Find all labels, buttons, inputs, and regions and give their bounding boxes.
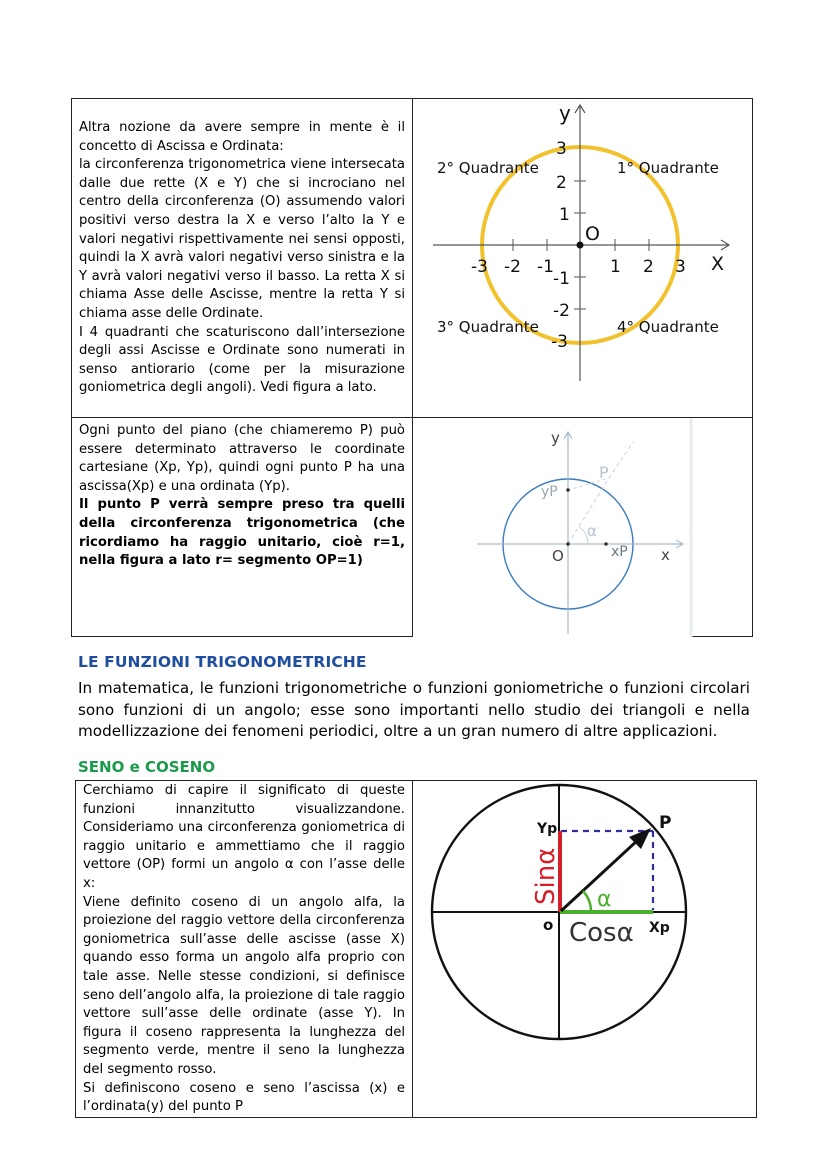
p-label: P (599, 463, 609, 482)
sine-cosine-figure (413, 781, 757, 1081)
xp-label: xP (611, 544, 628, 560)
coordinates-table (71, 98, 753, 637)
quadrant-2-label: 2° Quadrante (437, 159, 539, 177)
quadrant-4-label: 4° Quadrante (617, 318, 719, 336)
quadrant-1-label: 1° Quadrante (617, 159, 719, 177)
quadrants-figure (413, 99, 753, 418)
y-axis-label: y (551, 429, 560, 447)
paragraph: Si definiscono coseno e seno l’ascissa (x) e l’ordinata(y) del punto P (83, 1080, 405, 1115)
sine-cosine-figure-cell (413, 781, 757, 1118)
y-tick-label: -2 (553, 301, 570, 321)
x-tick-label: -1 (537, 257, 554, 277)
cos-label: Cosα (569, 918, 634, 948)
sine-cosine-text-cell (76, 781, 413, 1118)
angle-arc (583, 891, 591, 912)
y-tick-label: -1 (553, 269, 570, 289)
yp-label: Yp (537, 821, 558, 837)
point-p-figure-cell (413, 418, 753, 637)
xp-dot (604, 542, 608, 546)
subsection-title: SENO e COSENO (78, 758, 216, 776)
yp-dot (566, 488, 570, 492)
paragraph: Ogni punto del piano (che chiameremo P) può essere determinato attraverso le coordinate cartesiane (Xp, Yp), quindi ogni punto P ha una ascissa(Xp) e una ordinata (Yp). (79, 423, 405, 494)
quadrant-3-label: 3° Quadrante (437, 318, 539, 336)
x-axis-label: x (661, 546, 670, 564)
section-body: In matematica, le funzioni trigonometriche o funzioni goniometriche o funzioni circolari sono funzioni di un angolo; esse sono importanti nello studio dei triangoli e nella modellizzazione dei fenomeni periodici, oltre a un gran numero di altre applicazioni. (78, 679, 750, 740)
origin-label: o (543, 916, 554, 934)
origin-label: O (585, 223, 600, 245)
alpha-label: α (587, 522, 597, 540)
x-tick-label: 3 (675, 257, 686, 277)
x-tick-label: -2 (504, 257, 521, 277)
alpha-label: α (597, 887, 612, 912)
paragraph: I 4 quadranti che scaturiscono dall’intersezione degli assi Ascisse e Ordinate sono numerati in senso antiorario (come per la misurazione goniometrica degli angoli). Vedi figura a lato. (79, 324, 405, 396)
quadrants-figure-cell (413, 99, 753, 418)
y-tick-label: 1 (559, 205, 570, 225)
paragraph: Altra nozione da avere sempre in mente è il concetto di Ascissa e Ordinata: (79, 120, 405, 154)
ascissa-ordinata-text-cell (72, 99, 413, 418)
x-axis-label: X (711, 253, 725, 275)
yp-label: yP (541, 484, 558, 500)
section-title: LE FUNZIONI TRIGONOMETRICHE (78, 653, 367, 671)
origin-label: O (552, 547, 564, 565)
point-p-figure (413, 418, 753, 637)
xp-label: Xp (649, 920, 670, 936)
paragraph: la circonferenza trigonometrica viene intersecata dalle due rette (X e Y) che si incrociano nel centro della circonferenza (O) assumendo valori positivi verso destra la X e verso l’alto la Y e valori negativi rispettivamente nei sensi opposti, quindi la X avrà valori negativi verso sinistra e la Y avrà valori negativi verso il basso. La retta X si chiama Asse delle Ascisse, mentre la retta Y si chiama asse delle Ordinate. (79, 157, 405, 321)
y-tick-label: -3 (551, 332, 568, 352)
sine-cosine-table (75, 780, 757, 1118)
paragraph: Cerchiamo di capire il significato di queste funzioni innanzitutto visualizzandone. Consideriamo una circonferenza goniometrica di raggio unitario e ammettiamo che il raggio vettore (OP) formi un angolo α con l’asse delle x: (83, 783, 405, 891)
origin-dot (577, 242, 584, 249)
bold-text: Il punto P verrà sempre preso tra quelli della circonferenza trigonometrica (che ricordiamo ha raggio unitario, cioè r=1, nella figura a lato r= segmento OP=1) (79, 497, 405, 569)
y-tick-label: 2 (556, 173, 567, 193)
y-axis-label: y (559, 101, 571, 125)
paragraph-bold (79, 496, 405, 570)
origin-dot (566, 542, 570, 546)
x-tick-label: 2 (643, 257, 654, 277)
sin-label: Sinα (531, 847, 561, 905)
paragraph: Viene definito coseno di un angolo alfa, la proiezione del raggio vettore della circonferenza goniometrica sull’asse delle ascisse (asse X) quando esso forma un angolo alfa proprio con tale asse. Nelle stesse condizioni, si definisce seno dell’angolo alfa, la proiezione di tale raggio vettore sull’asse delle ordinate (asse Y). In figura il coseno rappresenta la lunghezza del segmento verde, mentre il seno la lunghezza del segmento rosso. (83, 894, 405, 1077)
point-p-text-cell (72, 418, 413, 637)
y-tick-label: 3 (556, 139, 567, 159)
x-tick-label: -3 (471, 257, 488, 277)
p-label: P (659, 813, 672, 833)
x-tick-label: 1 (610, 257, 621, 277)
